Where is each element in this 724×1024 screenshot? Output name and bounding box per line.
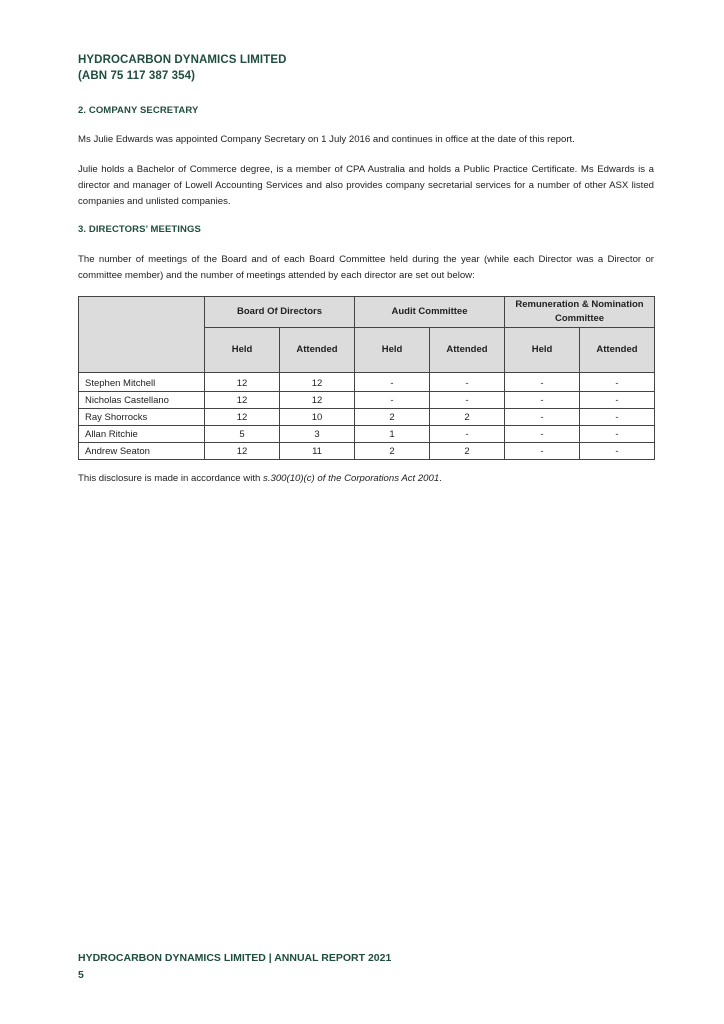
table-cell: 12 bbox=[205, 443, 280, 460]
group-header-board: Board Of Directors bbox=[205, 297, 355, 328]
table-cell: 12 bbox=[205, 373, 280, 392]
group-header-audit: Audit Committee bbox=[355, 297, 505, 328]
table-cell: 1 bbox=[355, 426, 430, 443]
table-row bbox=[79, 426, 655, 443]
document-page bbox=[78, 0, 654, 1024]
company-name: HYDROCARBON DYNAMICS LIMITED bbox=[78, 54, 287, 66]
secretary-appointment-paragraph: Ms Julie Edwards was appointed Company Secretary on 1 July 2016 and continues in office at the date of this report. bbox=[78, 134, 575, 145]
director-name-header bbox=[79, 297, 205, 373]
table-cell: - bbox=[505, 443, 580, 460]
table-row bbox=[79, 373, 655, 392]
table-cell: - bbox=[505, 373, 580, 392]
disclosure-suffix: . bbox=[439, 473, 442, 484]
table-cell: 11 bbox=[280, 443, 355, 460]
table-cell: - bbox=[580, 426, 655, 443]
table-cell: 2 bbox=[430, 409, 505, 426]
disclosure-legal-reference: s.300(10)(c) of the Corporations Act 2001 bbox=[263, 473, 440, 484]
table-cell: - bbox=[505, 392, 580, 409]
group-header-remuneration: Remuneration & Nomination Committee bbox=[505, 297, 655, 328]
company-abn: (ABN 75 117 387 354) bbox=[78, 70, 196, 82]
section-3-heading: 3. DIRECTORS’ MEETINGS bbox=[78, 224, 201, 235]
sub-header-cell: Attended bbox=[280, 328, 355, 373]
meetings-intro-paragraph: The number of meetings of the Board and of each Board Committee held during the year (while each Director was a Director or committee member) and the number of meetings attended by each director are set out below: bbox=[78, 254, 654, 281]
table-row bbox=[79, 409, 655, 426]
sub-header-cell: Held bbox=[355, 328, 430, 373]
table-cell: 5 bbox=[205, 426, 280, 443]
table-cell: - bbox=[355, 373, 430, 392]
table-row bbox=[79, 392, 655, 409]
disclosure-paragraph bbox=[78, 471, 654, 487]
director-name: Nicholas Castellano bbox=[79, 392, 205, 409]
table-cell: 12 bbox=[205, 392, 280, 409]
table-cell: - bbox=[355, 392, 430, 409]
table-cell: - bbox=[505, 426, 580, 443]
secretary-qualifications-paragraph: Julie holds a Bachelor of Commerce degree, is a member of CPA Australia and holds a Public Practice Certificate. Ms Edwards is a director and manager of Lowell Accounting Services and also provides company secretarial services for a number of other ASX listed companies and unlisted companies. bbox=[78, 164, 654, 207]
table-cell: 2 bbox=[430, 443, 505, 460]
directors-meetings-table bbox=[78, 296, 655, 460]
page-footer bbox=[78, 950, 391, 984]
table-cell: 10 bbox=[280, 409, 355, 426]
footer-report-title: HYDROCARBON DYNAMICS LIMITED | ANNUAL REPORT 2021 bbox=[78, 952, 392, 964]
table-cell: - bbox=[580, 409, 655, 426]
table-cell: 2 bbox=[355, 443, 430, 460]
table-cell: - bbox=[430, 426, 505, 443]
table-cell: - bbox=[430, 373, 505, 392]
table-cell: 12 bbox=[205, 409, 280, 426]
table-cell: 2 bbox=[355, 409, 430, 426]
sub-header-cell: Held bbox=[505, 328, 580, 373]
director-name: Allan Ritchie bbox=[79, 426, 205, 443]
director-name: Andrew Seaton bbox=[79, 443, 205, 460]
sub-header-cell: Attended bbox=[580, 328, 655, 373]
table-cell: - bbox=[505, 409, 580, 426]
table-cell: - bbox=[430, 392, 505, 409]
table-cell: - bbox=[580, 373, 655, 392]
disclosure-prefix: This disclosure is made in accordance with bbox=[78, 473, 264, 484]
company-header bbox=[78, 52, 287, 84]
table-cell: 12 bbox=[280, 373, 355, 392]
table-cell: - bbox=[580, 443, 655, 460]
section-2-heading: 2. COMPANY SECRETARY bbox=[78, 105, 199, 116]
sub-header-cell: Held bbox=[205, 328, 280, 373]
table-cell: 12 bbox=[280, 392, 355, 409]
table-group-header-row bbox=[79, 297, 655, 328]
sub-header-cell: Attended bbox=[430, 328, 505, 373]
director-name: Ray Shorrocks bbox=[79, 409, 205, 426]
director-name: Stephen Mitchell bbox=[79, 373, 205, 392]
table-row bbox=[79, 443, 655, 460]
table-cell: 3 bbox=[280, 426, 355, 443]
table-cell: - bbox=[580, 392, 655, 409]
footer-page-number: 5 bbox=[78, 969, 84, 981]
